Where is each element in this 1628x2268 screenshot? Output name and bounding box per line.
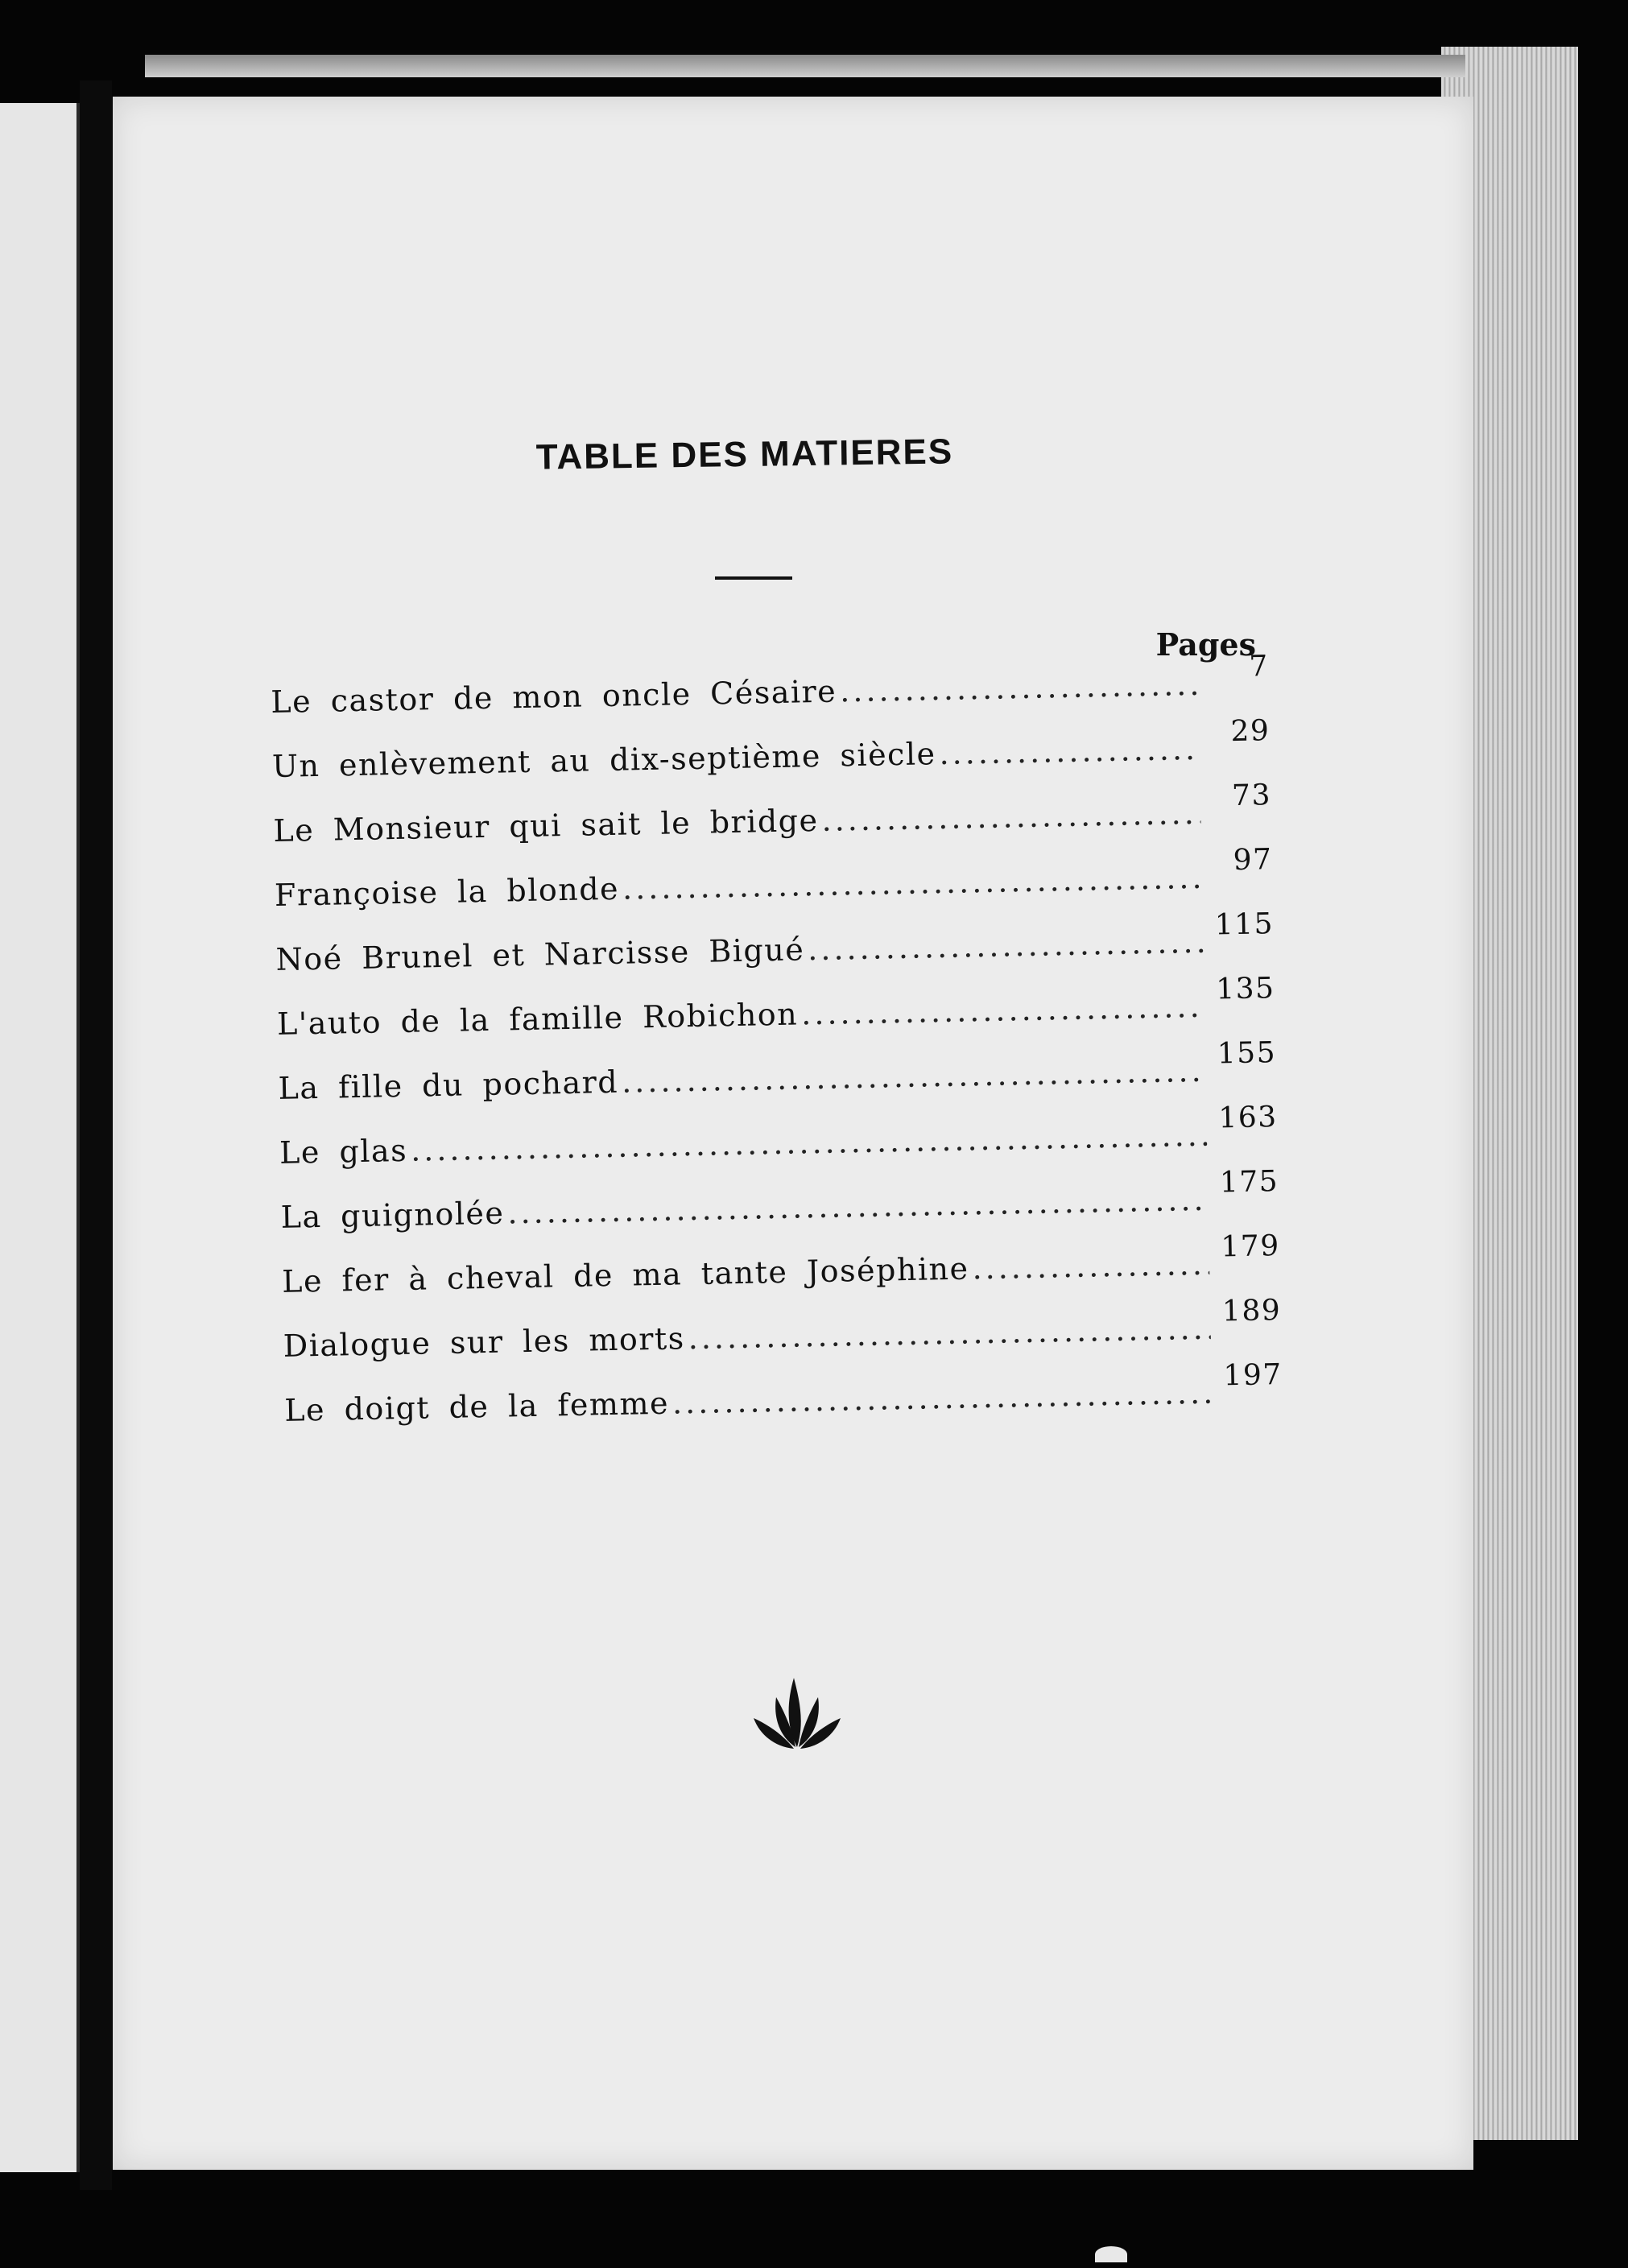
toc-entry-title: Dialogue sur les morts	[283, 1320, 686, 1364]
toc-entry-page: 29	[1230, 714, 1271, 749]
toc-entry-title: Noé Brunel et Narcisse Bigué	[275, 932, 805, 977]
toc-entry-title: L'auto de la famille Robichon	[276, 996, 799, 1042]
toc-entry-title: Le fer à cheval de ma tante Joséphine	[281, 1250, 969, 1299]
dot-leader	[808, 924, 1204, 967]
toc-entry-title: Le castor de mon oncle Césaire	[271, 673, 837, 720]
dot-leader	[972, 1246, 1209, 1287]
toc-entry-title: Françoise la blonde	[274, 870, 620, 913]
toc-entry-page: 115	[1214, 907, 1275, 942]
toc-entry-page: 163	[1217, 1101, 1278, 1135]
dot-leader	[801, 989, 1205, 1032]
book-spine-gap	[80, 81, 112, 2190]
toc-entry-title: Le Monsieur qui sait le bridge	[273, 802, 819, 849]
toc-entry-page: 97	[1233, 843, 1273, 878]
leaf-ornament-icon	[749, 1673, 845, 1754]
toc-entry-page: 179	[1221, 1229, 1281, 1264]
dot-leader	[821, 795, 1201, 838]
page-blot	[1095, 2246, 1127, 2262]
left-page-edge	[0, 103, 80, 2172]
table-of-contents	[271, 650, 1283, 1457]
toc-entry-title: Un enlèvement au dix-septième siècle	[271, 736, 936, 784]
book-page	[113, 97, 1473, 2170]
toc-entry-title: Le glas	[279, 1132, 408, 1171]
toc-entry-title: La guignolée	[280, 1195, 505, 1235]
pages-column-heading: Pages	[1155, 626, 1256, 663]
toc-entry-page: 175	[1219, 1165, 1279, 1200]
toc-entry-page: 189	[1221, 1294, 1282, 1328]
toc-entry-page: 7	[1249, 650, 1270, 684]
title-rule	[715, 576, 792, 580]
page-top-edge	[145, 55, 1465, 77]
toc-entry-title: La fille du pochard	[278, 1064, 619, 1106]
toc-entry-page: 155	[1217, 1036, 1277, 1071]
toc-entry-page: 73	[1231, 779, 1272, 813]
toc-entry-page: 197	[1223, 1358, 1283, 1393]
toc-entry-title: Le doigt de la femme	[283, 1385, 670, 1428]
dot-leader	[840, 667, 1199, 709]
toc-entry-page: 135	[1215, 972, 1275, 1006]
dot-leader	[939, 731, 1200, 771]
page-title: TABLE DES MATIERES	[535, 432, 954, 477]
